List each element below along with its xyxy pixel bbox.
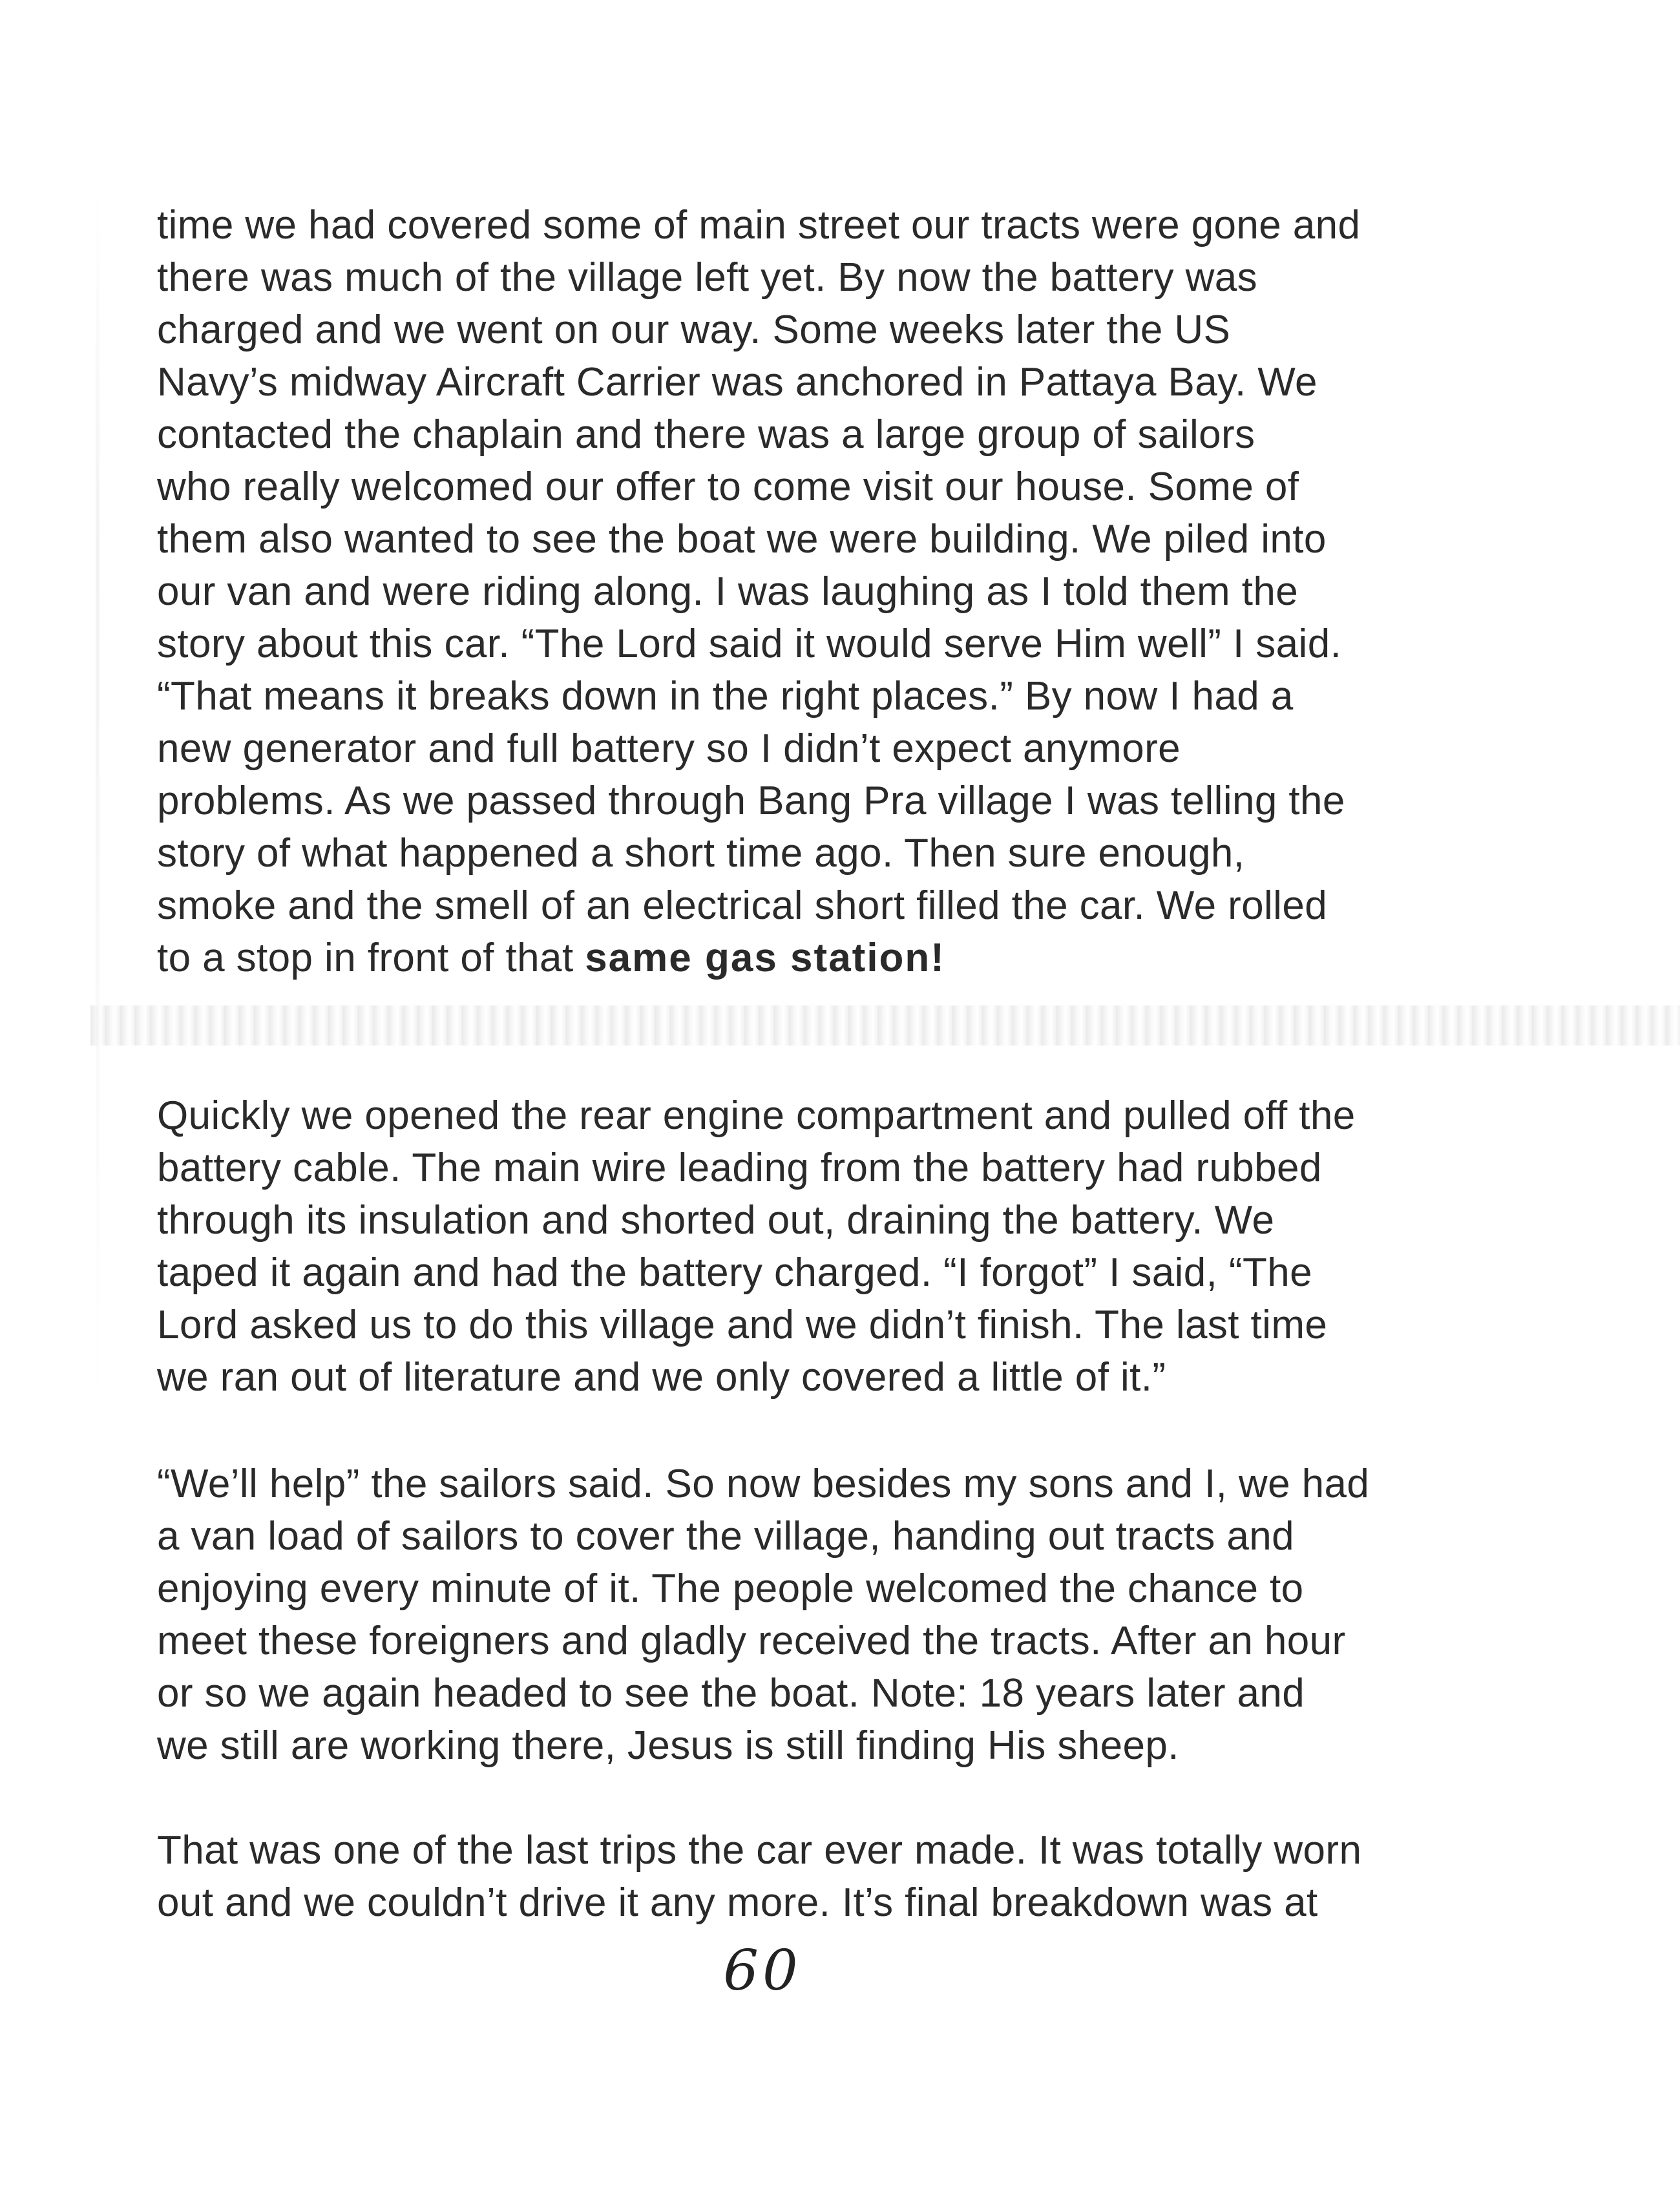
text-line: Quickly we opened the rear engine compartment and pulled off the — [157, 1093, 1356, 1138]
text-run: to a stop in front of that — [157, 936, 585, 980]
text-line: our van and were riding along. I was laughing as I told them the — [157, 569, 1299, 614]
text-line: Navy’s midway Aircraft Carrier was anchored in Pattaya Bay. We — [157, 360, 1318, 405]
text-line: out and we couldn’t drive it any more. It’s final breakdown was at — [157, 1880, 1318, 1925]
text-line: new generator and full battery so I didn’t expect anymore — [157, 726, 1181, 771]
text-line: them also wanted to see the boat we were building. We piled into — [157, 517, 1327, 562]
text-line: meet these foreigners and gladly received the tracts. After an hour — [157, 1619, 1346, 1663]
paragraph-4 — [157, 1824, 1566, 1929]
bold-emphasis: same gas station! — [585, 936, 945, 980]
text-line: battery cable. The main wire leading from the battery had rubbed — [157, 1146, 1322, 1190]
page-number: 60 — [723, 1939, 802, 2003]
text-line: “We’ll help” the sailors said. So now besides my sons and I, we had — [157, 1462, 1370, 1506]
paragraph-1 — [157, 199, 1566, 984]
scan-artifact — [90, 1005, 1680, 1046]
text-line: taped it again and had the battery charged. “I forgot” I said, “The — [157, 1250, 1312, 1295]
text-line: “That means it breaks down in the right places.” By now I had a — [157, 674, 1294, 719]
text-line: charged and we went on our way. Some weeks later the US — [157, 308, 1231, 352]
text-line: problems. As we passed through Bang Pra village I was telling the — [157, 779, 1345, 823]
text-line: a van load of sailors to cover the village, handing out tracts and — [157, 1514, 1295, 1559]
paragraph-3 — [157, 1458, 1566, 1772]
text-line: or so we again headed to see the boat. Note: 18 years later and — [157, 1671, 1305, 1716]
text-line: story of what happened a short time ago. Then sure enough, — [157, 831, 1245, 876]
text-line: That was one of the last trips the car ever made. It was totally worn — [157, 1828, 1362, 1873]
text-line: we still are working there, Jesus is still finding His sheep. — [157, 1723, 1179, 1768]
text-line: enjoying every minute of it. The people welcomed the chance to — [157, 1566, 1304, 1611]
text-line-last — [157, 932, 1566, 984]
text-line: time we had covered some of main street our tracts were gone and — [157, 203, 1361, 247]
scan-shadow — [96, 187, 100, 1415]
text-line: we ran out of literature and we only covered a little of it.” — [157, 1355, 1166, 1400]
text-line: contacted the chaplain and there was a large group of sailors — [157, 412, 1255, 457]
text-line: through its insulation and shorted out, draining the battery. We — [157, 1198, 1275, 1243]
text-line: Lord asked us to do this village and we didn’t finish. The last time — [157, 1303, 1328, 1347]
paragraph-2 — [157, 1089, 1566, 1403]
text-line: there was much of the village left yet. By now the battery was — [157, 255, 1258, 300]
text-line: who really welcomed our offer to come visit our house. Some of — [157, 465, 1299, 509]
text-line: story about this car. “The Lord said it would serve Him well” I said. — [157, 622, 1342, 666]
text-line: smoke and the smell of an electrical short filled the car. We rolled — [157, 883, 1328, 928]
